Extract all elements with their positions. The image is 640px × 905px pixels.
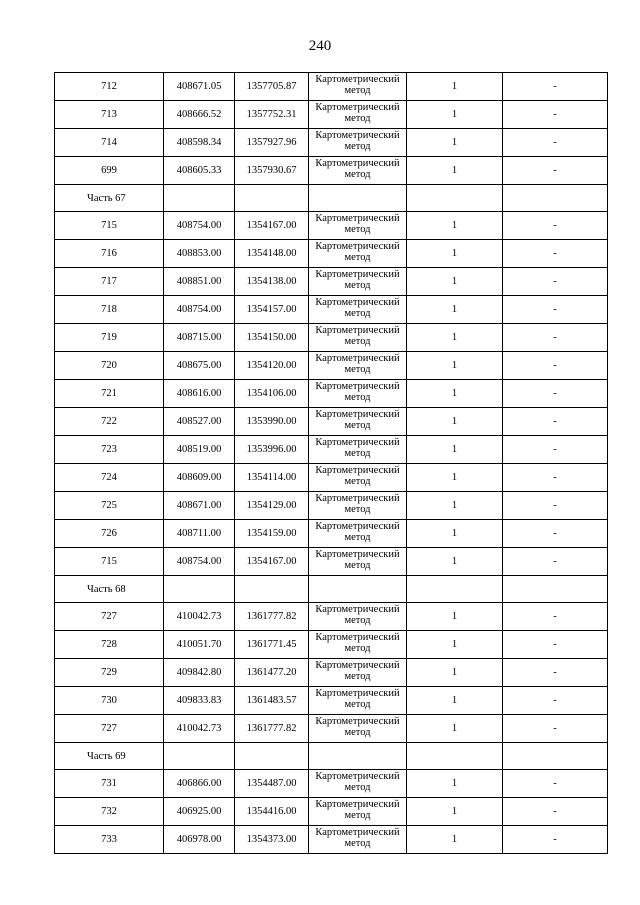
x-coordinate-cell: 408616.00 — [164, 380, 235, 408]
table-row — [55, 464, 608, 492]
table-row — [55, 715, 608, 743]
accuracy-cell: 1 — [407, 129, 503, 157]
method-line-2: метод — [344, 113, 371, 124]
x-coordinate-cell: 408519.00 — [164, 436, 235, 464]
point-number-cell: 724 — [55, 464, 164, 492]
x-coordinate-cell: 408666.52 — [164, 101, 235, 129]
method-line-2: метод — [344, 336, 371, 347]
point-number-cell: 712 — [55, 73, 164, 101]
method-cell — [309, 826, 407, 854]
accuracy-cell: 1 — [407, 464, 503, 492]
method-cell — [309, 659, 407, 687]
point-number-cell: 715 — [55, 212, 164, 240]
y-coordinate-cell: 1353990.00 — [235, 408, 309, 436]
method-line-2: метод — [344, 280, 371, 291]
method-line-2: метод — [344, 420, 371, 431]
table-row — [55, 520, 608, 548]
method-line-1: Картометрический — [315, 799, 400, 810]
note-cell: - — [503, 492, 608, 520]
note-cell: - — [503, 212, 608, 240]
method-line-1: Картометрический — [315, 716, 400, 727]
method-line-2: метод — [344, 504, 371, 515]
x-coordinate-cell: 408598.34 — [164, 129, 235, 157]
empty-cell — [309, 185, 407, 212]
method-line-1: Картометрический — [315, 158, 400, 169]
accuracy-cell: 1 — [407, 770, 503, 798]
coordinates-table-body — [55, 73, 608, 854]
method-line-2: метод — [344, 308, 371, 319]
table-row — [55, 631, 608, 659]
part-header-row — [55, 185, 608, 212]
note-cell: - — [503, 770, 608, 798]
accuracy-cell: 1 — [407, 380, 503, 408]
method-line-1: Картометрический — [315, 771, 400, 782]
method-line-2: метод — [344, 169, 371, 180]
method-line-1: Картометрический — [315, 493, 400, 504]
x-coordinate-cell: 408754.00 — [164, 296, 235, 324]
y-coordinate-cell: 1361777.82 — [235, 715, 309, 743]
method-line-2: метод — [344, 448, 371, 459]
note-cell: - — [503, 324, 608, 352]
accuracy-cell: 1 — [407, 548, 503, 576]
point-number-cell: 730 — [55, 687, 164, 715]
accuracy-cell: 1 — [407, 826, 503, 854]
note-cell: - — [503, 687, 608, 715]
point-number-cell: 718 — [55, 296, 164, 324]
method-line-2: метод — [344, 141, 371, 152]
accuracy-cell: 1 — [407, 603, 503, 631]
note-cell: - — [503, 129, 608, 157]
method-line-1: Картометрический — [315, 241, 400, 252]
empty-cell — [235, 576, 309, 603]
empty-cell — [309, 576, 407, 603]
y-coordinate-cell: 1354114.00 — [235, 464, 309, 492]
method-line-1: Картометрический — [315, 827, 400, 838]
note-cell: - — [503, 715, 608, 743]
empty-cell — [235, 185, 309, 212]
y-coordinate-cell: 1354148.00 — [235, 240, 309, 268]
x-coordinate-cell: 408527.00 — [164, 408, 235, 436]
method-line-1: Картометрический — [315, 353, 400, 364]
y-coordinate-cell: 1357930.67 — [235, 157, 309, 185]
note-cell: - — [503, 380, 608, 408]
method-line-1: Картометрический — [315, 660, 400, 671]
method-line-2: метод — [344, 671, 371, 682]
accuracy-cell: 1 — [407, 324, 503, 352]
accuracy-cell: 1 — [407, 101, 503, 129]
accuracy-cell: 1 — [407, 715, 503, 743]
coordinates-table — [54, 72, 608, 854]
table-row — [55, 548, 608, 576]
method-cell — [309, 352, 407, 380]
table-row — [55, 687, 608, 715]
y-coordinate-cell: 1354416.00 — [235, 798, 309, 826]
table-row — [55, 436, 608, 464]
part-label: Часть 68 — [55, 576, 164, 603]
y-coordinate-cell: 1354167.00 — [235, 548, 309, 576]
note-cell: - — [503, 659, 608, 687]
method-line-1: Картометрический — [315, 102, 400, 113]
method-line-1: Картометрический — [315, 74, 400, 85]
x-coordinate-cell: 410051.70 — [164, 631, 235, 659]
accuracy-cell: 1 — [407, 520, 503, 548]
method-cell — [309, 296, 407, 324]
method-cell — [309, 212, 407, 240]
method-cell — [309, 548, 407, 576]
empty-cell — [407, 576, 503, 603]
accuracy-cell: 1 — [407, 798, 503, 826]
y-coordinate-cell: 1354120.00 — [235, 352, 309, 380]
method-cell — [309, 492, 407, 520]
part-header-row — [55, 743, 608, 770]
note-cell: - — [503, 73, 608, 101]
table-row — [55, 212, 608, 240]
table-row — [55, 659, 608, 687]
method-cell — [309, 631, 407, 659]
method-line-2: метод — [344, 224, 371, 235]
table-row — [55, 826, 608, 854]
method-line-2: метод — [344, 85, 371, 96]
empty-cell — [164, 185, 235, 212]
x-coordinate-cell: 406978.00 — [164, 826, 235, 854]
method-line-2: метод — [344, 810, 371, 821]
x-coordinate-cell: 409833.83 — [164, 687, 235, 715]
accuracy-cell: 1 — [407, 240, 503, 268]
point-number-cell: 728 — [55, 631, 164, 659]
empty-cell — [503, 576, 608, 603]
method-line-2: метод — [344, 560, 371, 571]
method-line-1: Картометрический — [315, 465, 400, 476]
method-line-1: Картометрический — [315, 549, 400, 560]
point-number-cell: 715 — [55, 548, 164, 576]
table-row — [55, 798, 608, 826]
note-cell: - — [503, 603, 608, 631]
y-coordinate-cell: 1354157.00 — [235, 296, 309, 324]
note-cell: - — [503, 296, 608, 324]
table-row — [55, 603, 608, 631]
method-cell — [309, 408, 407, 436]
accuracy-cell: 1 — [407, 436, 503, 464]
table-row — [55, 408, 608, 436]
empty-cell — [407, 185, 503, 212]
method-line-2: метод — [344, 699, 371, 710]
empty-cell — [235, 743, 309, 770]
note-cell: - — [503, 240, 608, 268]
point-number-cell: 714 — [55, 129, 164, 157]
y-coordinate-cell: 1354373.00 — [235, 826, 309, 854]
x-coordinate-cell: 408754.00 — [164, 548, 235, 576]
accuracy-cell: 1 — [407, 408, 503, 436]
point-number-cell: 717 — [55, 268, 164, 296]
note-cell: - — [503, 520, 608, 548]
table-row — [55, 380, 608, 408]
table-row — [55, 73, 608, 101]
table-row — [55, 240, 608, 268]
method-cell — [309, 324, 407, 352]
table-row — [55, 324, 608, 352]
part-label: Часть 67 — [55, 185, 164, 212]
method-cell — [309, 129, 407, 157]
y-coordinate-cell: 1361477.20 — [235, 659, 309, 687]
accuracy-cell: 1 — [407, 157, 503, 185]
method-line-1: Картометрический — [315, 381, 400, 392]
point-number-cell: 721 — [55, 380, 164, 408]
y-coordinate-cell: 1357927.96 — [235, 129, 309, 157]
x-coordinate-cell: 408675.00 — [164, 352, 235, 380]
method-cell — [309, 157, 407, 185]
method-line-2: метод — [344, 615, 371, 626]
point-number-cell: 731 — [55, 770, 164, 798]
method-line-2: метод — [344, 643, 371, 654]
accuracy-cell: 1 — [407, 73, 503, 101]
method-cell — [309, 240, 407, 268]
table-row — [55, 296, 608, 324]
method-cell — [309, 73, 407, 101]
point-number-cell: 716 — [55, 240, 164, 268]
note-cell: - — [503, 798, 608, 826]
table-row — [55, 157, 608, 185]
method-cell — [309, 603, 407, 631]
note-cell: - — [503, 268, 608, 296]
point-number-cell: 699 — [55, 157, 164, 185]
x-coordinate-cell: 408754.00 — [164, 212, 235, 240]
method-line-2: метод — [344, 532, 371, 543]
method-cell — [309, 770, 407, 798]
method-line-1: Картометрический — [315, 688, 400, 699]
accuracy-cell: 1 — [407, 212, 503, 240]
note-cell: - — [503, 631, 608, 659]
y-coordinate-cell: 1361483.57 — [235, 687, 309, 715]
empty-cell — [164, 743, 235, 770]
y-coordinate-cell: 1354138.00 — [235, 268, 309, 296]
y-coordinate-cell: 1354129.00 — [235, 492, 309, 520]
y-coordinate-cell: 1354159.00 — [235, 520, 309, 548]
accuracy-cell: 1 — [407, 492, 503, 520]
method-cell — [309, 520, 407, 548]
empty-cell — [309, 743, 407, 770]
method-cell — [309, 101, 407, 129]
point-number-cell: 727 — [55, 715, 164, 743]
method-cell — [309, 687, 407, 715]
part-header-row — [55, 576, 608, 603]
method-line-1: Картометрический — [315, 632, 400, 643]
accuracy-cell: 1 — [407, 352, 503, 380]
x-coordinate-cell: 408609.00 — [164, 464, 235, 492]
note-cell: - — [503, 101, 608, 129]
note-cell: - — [503, 548, 608, 576]
y-coordinate-cell: 1354106.00 — [235, 380, 309, 408]
y-coordinate-cell: 1354167.00 — [235, 212, 309, 240]
method-cell — [309, 436, 407, 464]
method-line-2: метод — [344, 364, 371, 375]
method-line-2: метод — [344, 392, 371, 403]
point-number-cell: 719 — [55, 324, 164, 352]
x-coordinate-cell: 408605.33 — [164, 157, 235, 185]
note-cell: - — [503, 826, 608, 854]
method-line-1: Картометрический — [315, 521, 400, 532]
method-line-1: Картометрический — [315, 297, 400, 308]
method-cell — [309, 715, 407, 743]
y-coordinate-cell: 1357705.87 — [235, 73, 309, 101]
table-row — [55, 492, 608, 520]
point-number-cell: 727 — [55, 603, 164, 631]
method-line-1: Картометрический — [315, 130, 400, 141]
point-number-cell: 726 — [55, 520, 164, 548]
note-cell: - — [503, 464, 608, 492]
y-coordinate-cell: 1354487.00 — [235, 770, 309, 798]
point-number-cell: 713 — [55, 101, 164, 129]
note-cell: - — [503, 436, 608, 464]
point-number-cell: 732 — [55, 798, 164, 826]
empty-cell — [407, 743, 503, 770]
method-line-1: Картометрический — [315, 325, 400, 336]
method-cell — [309, 268, 407, 296]
empty-cell — [503, 185, 608, 212]
x-coordinate-cell: 408671.05 — [164, 73, 235, 101]
accuracy-cell: 1 — [407, 296, 503, 324]
point-number-cell: 729 — [55, 659, 164, 687]
point-number-cell: 723 — [55, 436, 164, 464]
point-number-cell: 722 — [55, 408, 164, 436]
point-number-cell: 733 — [55, 826, 164, 854]
accuracy-cell: 1 — [407, 631, 503, 659]
page-number: 240 — [308, 38, 332, 54]
x-coordinate-cell: 410042.73 — [164, 715, 235, 743]
empty-cell — [164, 576, 235, 603]
method-line-1: Картометрический — [315, 213, 400, 224]
method-line-2: метод — [344, 476, 371, 487]
point-number-cell: 725 — [55, 492, 164, 520]
point-number-cell: 720 — [55, 352, 164, 380]
method-line-2: метод — [344, 838, 371, 849]
x-coordinate-cell: 408711.00 — [164, 520, 235, 548]
method-line-1: Картометрический — [315, 437, 400, 448]
table-row — [55, 101, 608, 129]
accuracy-cell: 1 — [407, 659, 503, 687]
table-row — [55, 770, 608, 798]
method-cell — [309, 380, 407, 408]
x-coordinate-cell: 406925.00 — [164, 798, 235, 826]
x-coordinate-cell: 408715.00 — [164, 324, 235, 352]
x-coordinate-cell: 408671.00 — [164, 492, 235, 520]
y-coordinate-cell: 1353996.00 — [235, 436, 309, 464]
accuracy-cell: 1 — [407, 268, 503, 296]
method-cell — [309, 464, 407, 492]
method-line-2: метод — [344, 252, 371, 263]
y-coordinate-cell: 1361771.45 — [235, 631, 309, 659]
method-cell — [309, 798, 407, 826]
note-cell: - — [503, 352, 608, 380]
method-line-1: Картометрический — [315, 409, 400, 420]
table-row — [55, 129, 608, 157]
x-coordinate-cell: 409842.80 — [164, 659, 235, 687]
empty-cell — [503, 743, 608, 770]
x-coordinate-cell: 406866.00 — [164, 770, 235, 798]
accuracy-cell: 1 — [407, 687, 503, 715]
method-line-2: метод — [344, 782, 371, 793]
method-line-2: метод — [344, 727, 371, 738]
x-coordinate-cell: 408853.00 — [164, 240, 235, 268]
y-coordinate-cell: 1357752.31 — [235, 101, 309, 129]
x-coordinate-cell: 410042.73 — [164, 603, 235, 631]
table-row — [55, 268, 608, 296]
y-coordinate-cell: 1354150.00 — [235, 324, 309, 352]
note-cell: - — [503, 408, 608, 436]
y-coordinate-cell: 1361777.82 — [235, 603, 309, 631]
x-coordinate-cell: 408851.00 — [164, 268, 235, 296]
method-line-1: Картометрический — [315, 604, 400, 615]
table-row — [55, 352, 608, 380]
part-label: Часть 69 — [55, 743, 164, 770]
method-line-1: Картометрический — [315, 269, 400, 280]
note-cell: - — [503, 157, 608, 185]
